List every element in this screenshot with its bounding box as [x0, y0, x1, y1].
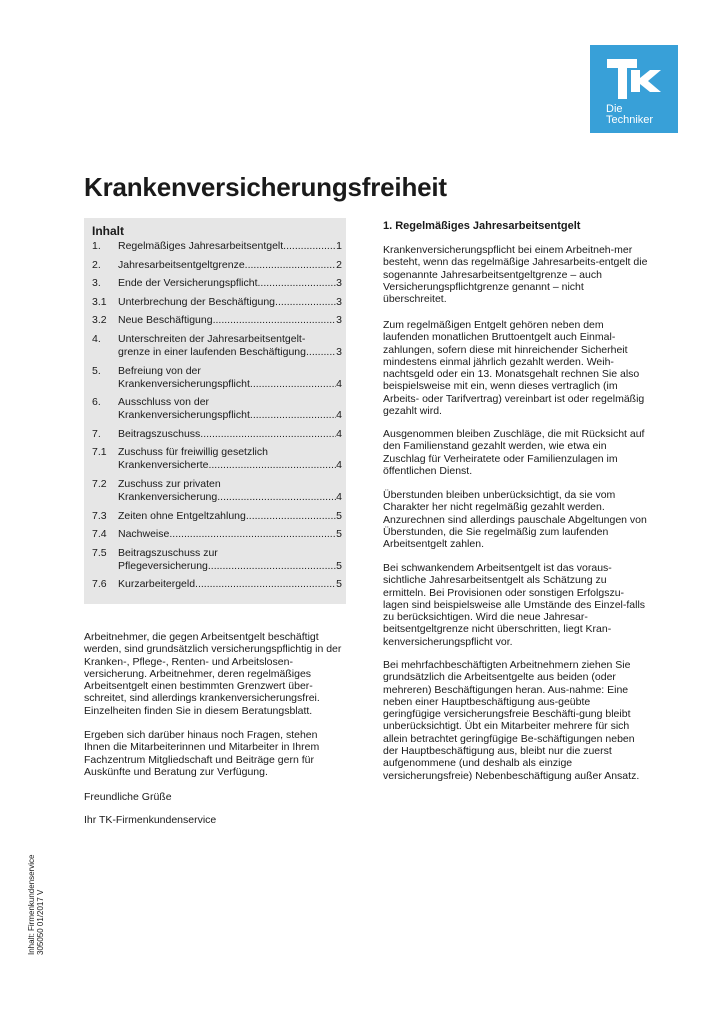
section-heading-1: 1. Regelmäßiges Jahresarbeitsentgelt: [383, 220, 581, 232]
toc-item-page: 3: [336, 295, 342, 308]
toc-item-number: 7.1: [92, 446, 107, 459]
toc-item-text: [118, 314, 342, 327]
toc-item-label: Beitragszuschuss: [118, 427, 201, 440]
toc-leader-dots: [208, 560, 336, 573]
contact-paragraph: Ergeben sich darüber hinaus noch Fragen, stehen Ihnen die Mitarbeiterinnen und Mitarbeiter in Ihrem Fachzentrum Mitgliedschaft und Beiträge gern für Auskünfte und Beratung zur Verfügung.: [84, 729, 320, 778]
toc-item-page: 5: [336, 559, 342, 572]
toc-item-text: [118, 240, 342, 253]
toc-item-label-line: Befreiung von der: [118, 364, 201, 377]
toc-title: Inhalt: [92, 224, 124, 238]
toc-item-text: [118, 259, 342, 272]
toc-leader-dots: [258, 277, 337, 290]
intro-paragraph: Arbeitnehmer, die gegen Arbeitsentgelt beschäftigt werden, sind grundsätzlich versicherungspflichtig in der Kranken-, Pflege-, Renten- und Arbeitslosen-versicherung. Arbeitnehmer, deren regelmäßiges Arbeitsentgelt einen bestimmten Grenzwert über-schreitet, sind allerdings krankenversicherungsfrei. Einzelheiten finden Sie in diesem Beratungsblatt.: [84, 631, 342, 717]
toc-item-text: [118, 578, 342, 591]
toc-item-label-line: Ausschluss von der: [118, 396, 210, 409]
toc-item-label: Regelmäßiges Jahresarbeitsentgelt: [118, 240, 284, 252]
toc-leader-dots: [245, 259, 336, 272]
toc-item-number: 4.: [92, 333, 101, 345]
toc-leader-dots: [275, 296, 336, 309]
toc-item-page: 1: [336, 240, 342, 252]
toc-leader-dots: [169, 528, 336, 541]
toc-item-text: [118, 478, 342, 504]
toc-item-label: Krankenversicherte: [118, 459, 209, 472]
toc-item-number: 3.1: [92, 295, 107, 308]
section1-paragraph-2: Zum regelmäßigen Entgelt gehören neben dem laufenden monatlichen Bruttoentgelt auch Einmal-zahlungen, sofern diese mit hinreichender Sicherheit mindestens einmal jährlich gezahlt werden. Weih-nachtsgeld oder ein 13. Monatsgehalt rechnen Sie also beispielsweise mit ein, wenn dieses vertraglich (im Arbeits- oder Tarifvertrag) vereinbart ist oder regelmäßig gezahlt wird.: [383, 319, 645, 418]
toc-item-page: 4: [336, 409, 342, 422]
toc-item-page: 4: [336, 491, 342, 503]
toc-item-number: 3.2: [92, 314, 107, 327]
toc-item-text: [118, 396, 342, 422]
greeting: Freundliche Grüße: [84, 791, 172, 803]
side-note: [27, 855, 45, 956]
toc-item-number: 7.3: [92, 509, 107, 522]
toc-item-number: 2.: [92, 258, 101, 271]
toc-leader-dots: [195, 578, 336, 591]
toc-item-text: [118, 547, 342, 573]
toc-leader-dots: [208, 459, 336, 472]
toc-item-number: 3.: [92, 277, 101, 290]
toc-leader-dots: [200, 428, 336, 441]
toc-leader-dots: [246, 510, 336, 523]
section1-paragraph-4: Überstunden bleiben unberücksichtigt, da sie vom Charakter her nicht regelmäßig gezahlt werden. Anzurechnen sind allerdings pauschale Abgeltungen von Überstunden, die Sie regelmäßig zum laufenden Arbeitsentgelt zahlen.: [383, 489, 647, 551]
toc-item-label: Kurzarbeitergeld: [118, 578, 196, 591]
side-note-department: Inhalt: Firmenkundenservice: [27, 854, 36, 955]
toc-item-text: [118, 510, 342, 523]
toc-item-page: 3: [336, 346, 342, 358]
logo-text-techniker: Techniker: [606, 114, 654, 126]
toc-leader-dots: [306, 346, 336, 359]
toc-item-label: Pflegeversicherung: [118, 559, 208, 572]
toc-item-page: 2: [336, 258, 342, 271]
toc-item-number: 6.: [92, 396, 101, 409]
toc-item-number: 7.4: [92, 528, 107, 541]
toc-item-text: [118, 428, 342, 441]
toc-item-label-line: Zuschuss zur privaten: [118, 478, 221, 490]
toc-item-label: Krankenversicherung: [118, 491, 218, 503]
toc-item-label: Unterbrechung der Beschäftigung: [118, 295, 276, 308]
toc-leader-dots: [283, 240, 336, 253]
toc-leader-dots: [213, 314, 337, 327]
toc-item-label: grenze in einer laufenden Beschäftigung: [118, 346, 306, 358]
toc-item-label: Jahresarbeitsentgeltgrenze: [118, 258, 245, 271]
signature: Ihr TK-Firmenkundenservice: [84, 814, 217, 826]
toc-item-label: Krankenversicherungspflicht: [118, 409, 250, 422]
toc-item-number: 5.: [92, 364, 101, 377]
tk-logo-icon: [607, 59, 661, 99]
toc-item-page: 4: [336, 377, 342, 390]
toc-item-label-line: Zuschuss für freiwillig gesetzlich: [118, 446, 268, 459]
toc-leader-dots: [217, 491, 336, 504]
toc-item-number: 7.: [92, 427, 101, 440]
toc-item-label-line: Beitragszuschuss zur: [118, 546, 218, 559]
section1-paragraph-5: Bei schwankendem Arbeitsentgelt ist das voraus-sichtliche Jahresarbeitsentgelt als Schätzung zu ermitteln. Bei Provisionen oder sonstigen Erfolgszu-lagen sind beispielsweise alle Umstände des Einzel-falls zu berücksichtigen. Wird die neue Jahresar-beitsentgeltgrenze nicht überschritten, liegt Kran-kenversicherungspflicht vor.: [383, 562, 646, 648]
toc-item-page: 5: [336, 509, 342, 522]
toc-leader-dots: [250, 378, 336, 391]
section1-paragraph-6: Bei mehrfachbeschäftigten Arbeitnehmern ziehen Sie grundsätzlich die Arbeitsentgelte aus beiden (oder mehreren) Beschäftigungen heran. Aus-nahme: Eine neben einer Hauptbeschäftigung aus-geübte geringfügige versicherungsfreie Beschäfti-gung bleibt unberücksichtigt. Übt ein Mitarbeiter mehrere für sich allein betrachtet geringfügige Be-schäftigungen neben der Hauptbeschäftigung aus, bleibt nur die zuerst aufgenommene (und deshalb als einzige versicherungsfreie) Nebenbeschäftigung außer Ansatz.: [383, 659, 640, 782]
toc-item-text: [118, 277, 342, 290]
toc-item-text: [118, 333, 342, 359]
toc-item-label: Krankenversicherungspflicht: [118, 377, 250, 390]
toc-item-label: Zeiten ohne Entgeltzahlung: [118, 509, 246, 522]
toc-item-page: 3: [336, 277, 342, 290]
toc-item-page: 5: [336, 578, 342, 591]
toc-item-number: 1.: [92, 240, 101, 252]
toc-item-text: [118, 296, 342, 309]
side-note-form-number: 305050 01/2017 V: [36, 889, 45, 955]
logo-text-die: Die: [606, 103, 623, 115]
toc-item-number: 7.2: [92, 478, 107, 490]
toc-item-page: 3: [336, 314, 342, 327]
toc-leader-dots: [250, 409, 336, 422]
page-title: Krankenversicherungsfreiheit: [84, 172, 447, 202]
table-of-contents: [84, 218, 346, 604]
toc-item-page: 4: [336, 459, 342, 472]
toc-item-text: [118, 365, 342, 391]
toc-item-label-line: Unterschreiten der Jahresarbeitsentgelt-: [118, 333, 306, 345]
toc-item-label: Neue Beschäftigung: [118, 314, 213, 327]
toc-item-label: Ende der Versicherungspflicht: [118, 277, 258, 290]
toc-item-text: [118, 446, 342, 472]
toc-item-number: 7.5: [92, 546, 107, 559]
toc-item-label: Nachweise: [118, 528, 170, 541]
section1-paragraph-3: Ausgenommen bleiben Zuschläge, die mit Rücksicht auf den Familienstand gezahlt werden, wie etwa ein Zuschlag für Verheiratete oder Familienzulagen im öffentlichen Dienst.: [383, 428, 645, 477]
section1-paragraph-1: Krankenversicherungspflicht bei einem Arbeitneh-mer besteht, wenn das regelmäßige Jahresarbeits-entgelt die sogenannte Jahresarbeitsentgeltgrenze – auch Versicherungspflichtgrenze genannt – nicht überschreitet.: [383, 244, 648, 306]
tk-logo: [590, 45, 678, 133]
toc-item-number: 7.6: [92, 578, 107, 591]
toc-item-page: 4: [336, 427, 342, 440]
toc-item-page: 5: [336, 528, 342, 541]
toc-item-text: [118, 528, 342, 541]
